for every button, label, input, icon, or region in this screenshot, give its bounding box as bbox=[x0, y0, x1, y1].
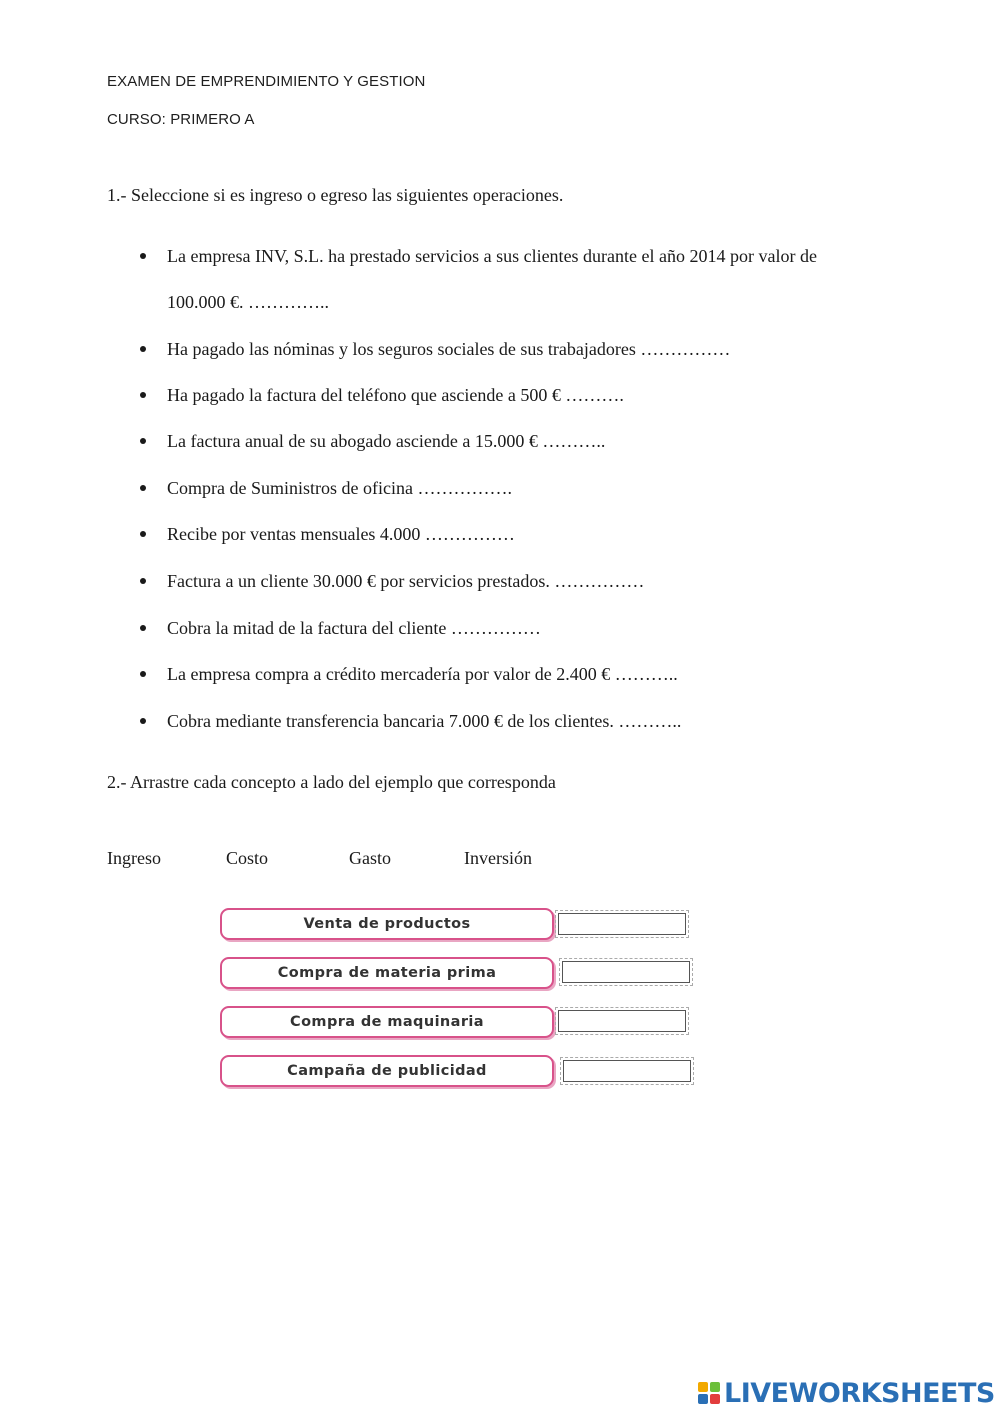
list-item: Cobra la mitad de la factura del cliente …………… bbox=[167, 605, 927, 651]
question-1-prompt: 1.- Seleccione si es ingreso o egreso las siguientes operaciones. bbox=[107, 185, 564, 205]
drop-slot[interactable] bbox=[558, 913, 686, 935]
list-item: Cobra mediante transferencia bancaria 7.000 € de los clientes. ……….. bbox=[167, 698, 927, 744]
example-label: Venta de productos bbox=[220, 908, 554, 940]
concept-ingreso[interactable]: Ingreso bbox=[107, 848, 161, 868]
logo-square bbox=[698, 1394, 708, 1404]
concept-inversion[interactable]: Inversión bbox=[464, 848, 532, 868]
matching-exercise bbox=[210, 898, 730, 1093]
logo-square bbox=[710, 1382, 720, 1392]
list-item: La factura anual de su abogado asciende a 15.000 € ……….. bbox=[167, 418, 927, 464]
example-label: Campaña de publicidad bbox=[220, 1055, 554, 1087]
list-item: Ha pagado la factura del teléfono que asciende a 500 € ………. bbox=[167, 372, 927, 418]
list-item-continuation bbox=[167, 279, 927, 325]
liveworksheets-logo bbox=[698, 1378, 995, 1408]
drop-slot[interactable] bbox=[562, 961, 690, 983]
example-label: Compra de maquinaria bbox=[220, 1006, 554, 1038]
concept-gasto[interactable]: Gasto bbox=[349, 848, 391, 868]
logo-square bbox=[698, 1382, 708, 1392]
example-label: Compra de materia prima bbox=[220, 957, 554, 989]
logo-text: LIVEWORKSHEETS bbox=[724, 1377, 995, 1409]
drop-slot[interactable] bbox=[563, 1060, 691, 1082]
course-label: CURSO: PRIMERO A bbox=[107, 111, 255, 128]
logo-square bbox=[710, 1394, 720, 1404]
list-item: Ha pagado las nóminas y los seguros sociales de sus trabajadores …………… bbox=[167, 326, 927, 372]
list-item: La empresa INV, S.L. ha prestado servicios a sus clientes durante el año 2014 por valor de bbox=[167, 233, 927, 279]
exam-title: EXAMEN DE EMPRENDIMIENTO Y GESTION bbox=[107, 73, 426, 90]
list-item: La empresa compra a crédito mercadería por valor de 2.400 € ……….. bbox=[167, 651, 927, 697]
drop-slot[interactable] bbox=[558, 1010, 686, 1032]
question-2-prompt: 2.- Arrastre cada concepto a lado del ejemplo que corresponda bbox=[107, 772, 556, 792]
concept-costo[interactable]: Costo bbox=[226, 848, 269, 868]
answer-blank[interactable]: 100.000 €. ………….. bbox=[167, 292, 329, 312]
list-item: Factura a un cliente 30.000 € por servicios prestados. …………… bbox=[167, 558, 927, 604]
list-item: Compra de Suministros de oficina ……………. bbox=[167, 465, 927, 511]
list-item: Recibe por ventas mensuales 4.000 …………… bbox=[167, 511, 927, 557]
logo-icon bbox=[698, 1382, 720, 1404]
